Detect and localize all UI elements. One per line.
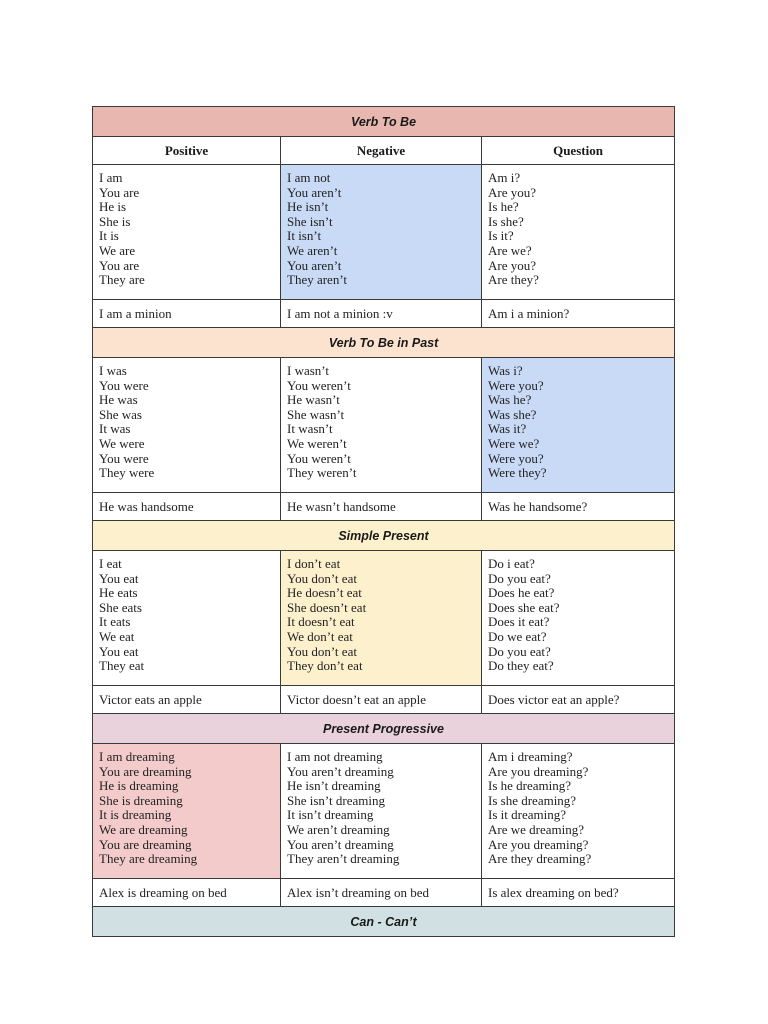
negative-form: I am not dreaming — [287, 749, 383, 764]
positive-form: You were — [99, 450, 149, 466]
negative-form: She isn’t dreaming — [287, 792, 385, 808]
positive-cell — [93, 358, 281, 493]
negative-form: They don’t eat — [287, 658, 363, 674]
question-form: Were you? — [488, 450, 544, 466]
section-title-simple-present: Simple Present — [93, 521, 675, 551]
section-title-row — [93, 714, 675, 744]
question-form: Was i? — [488, 363, 523, 378]
question-form: Do you eat? — [488, 643, 551, 659]
example-negative: Alex isn’t dreaming on bed — [281, 879, 482, 907]
section-title-row — [93, 328, 675, 358]
question-form: Are we? — [488, 242, 532, 258]
positive-form: It is — [99, 228, 119, 244]
question-form: Is it dreaming? — [488, 807, 566, 823]
positive-form: You are dreaming — [99, 763, 192, 779]
section-title-row — [93, 107, 675, 137]
positive-form: It was — [99, 421, 131, 437]
positive-form: I was — [99, 363, 127, 378]
question-form: Do you eat? — [488, 570, 551, 586]
positive-cell — [93, 744, 281, 879]
negative-form: She wasn’t — [287, 406, 345, 422]
negative-form: You aren’t dreaming — [287, 763, 394, 779]
positive-form: It eats — [99, 614, 131, 630]
positive-form: She is — [99, 213, 131, 229]
positive-form: They are dreaming — [99, 851, 198, 867]
question-form: Is she? — [488, 213, 524, 229]
question-form: Does she eat? — [488, 599, 560, 615]
negative-form: You weren’t — [287, 450, 351, 466]
negative-form: They aren’t dreaming — [287, 851, 400, 867]
section-title-can-cant: Can - Can’t — [93, 907, 675, 937]
question-form: Does he eat? — [488, 585, 555, 601]
section-title-row — [93, 907, 675, 937]
negative-cell — [281, 744, 482, 879]
positive-form: They are — [99, 272, 145, 288]
question-form: Are you? — [488, 257, 537, 273]
negative-form: It isn’t dreaming — [287, 807, 374, 823]
question-form: Is she dreaming? — [488, 792, 577, 808]
question-form: Are they dreaming? — [488, 851, 592, 867]
positive-form: We are dreaming — [99, 821, 188, 837]
question-cell — [482, 551, 675, 686]
example-positive: I am a minion — [93, 300, 281, 328]
question-cell — [482, 165, 675, 300]
positive-form: He eats — [99, 585, 138, 601]
positive-form: We are — [99, 242, 136, 258]
negative-form: He doesn’t eat — [287, 585, 362, 601]
example-question: Am i a minion? — [482, 300, 675, 328]
positive-cell — [93, 551, 281, 686]
question-form: Are we dreaming? — [488, 821, 585, 837]
negative-cell — [281, 358, 482, 493]
positive-form: He was — [99, 392, 138, 408]
positive-form: She is dreaming — [99, 792, 183, 808]
positive-form: We eat — [99, 628, 135, 644]
negative-form: She isn’t — [287, 213, 333, 229]
negative-form: I wasn’t — [287, 363, 330, 378]
conjugation-row — [93, 165, 675, 300]
negative-form: You aren’t — [287, 257, 342, 273]
question-form: Were we? — [488, 435, 540, 451]
example-negative: He wasn’t handsome — [281, 493, 482, 521]
negative-form: You don’t eat — [287, 643, 357, 659]
positive-form: He is — [99, 199, 127, 215]
section-title-verb-to-be-in-past: Verb To Be in Past — [93, 328, 675, 358]
section-title-verb-to-be: Verb To Be — [93, 107, 675, 137]
example-positive: Victor eats an apple — [93, 686, 281, 714]
example-row — [93, 879, 675, 907]
column-header-row — [93, 137, 675, 165]
question-form: Are you? — [488, 184, 537, 200]
question-form: Do we eat? — [488, 628, 547, 644]
question-form: Is he dreaming? — [488, 778, 572, 794]
question-cell — [482, 358, 675, 493]
question-form: Was it? — [488, 421, 527, 437]
question-form: Were they? — [488, 465, 547, 481]
header-negative: Negative — [281, 137, 482, 165]
example-question: Was he handsome? — [482, 493, 675, 521]
negative-form: We aren’t dreaming — [287, 821, 390, 837]
example-row — [93, 686, 675, 714]
question-form: Are you dreaming? — [488, 763, 589, 779]
negative-form: You don’t eat — [287, 570, 357, 586]
header-positive: Positive — [93, 137, 281, 165]
positive-form: They eat — [99, 658, 145, 674]
conjugation-row — [93, 551, 675, 686]
example-positive: Alex is dreaming on bed — [93, 879, 281, 907]
positive-form: I eat — [99, 556, 122, 571]
conjugation-row — [93, 358, 675, 493]
positive-form: She eats — [99, 599, 142, 615]
negative-form: He wasn’t — [287, 392, 340, 408]
example-row — [93, 300, 675, 328]
example-question: Is alex dreaming on bed? — [482, 879, 675, 907]
negative-form: We aren’t — [287, 242, 338, 258]
example-question: Does victor eat an apple? — [482, 686, 675, 714]
question-cell — [482, 744, 675, 879]
question-form: Was she? — [488, 406, 537, 422]
negative-form: We weren’t — [287, 435, 347, 451]
example-negative: I am not a minion :v — [281, 300, 482, 328]
negative-form: They aren’t — [287, 272, 348, 288]
negative-form: You weren’t — [287, 377, 351, 393]
section-title-present-progressive: Present Progressive — [93, 714, 675, 744]
grammar-table — [92, 106, 675, 937]
negative-form: I don’t eat — [287, 556, 341, 571]
positive-form: They were — [99, 465, 155, 481]
header-question: Question — [482, 137, 675, 165]
positive-form: She was — [99, 406, 142, 422]
example-row — [93, 493, 675, 521]
positive-cell — [93, 165, 281, 300]
question-form: Is he? — [488, 199, 519, 215]
negative-form: They weren’t — [287, 465, 357, 481]
positive-form: You eat — [99, 643, 139, 659]
question-form: Does it eat? — [488, 614, 550, 630]
negative-form: She doesn’t eat — [287, 599, 367, 615]
negative-form: He isn’t — [287, 199, 329, 215]
question-form: Are they? — [488, 272, 539, 288]
negative-form: It isn’t — [287, 228, 322, 244]
positive-form: You eat — [99, 570, 139, 586]
example-positive: He was handsome — [93, 493, 281, 521]
question-form: Do i eat? — [488, 556, 535, 571]
question-form: Were you? — [488, 377, 544, 393]
positive-form: You are — [99, 184, 140, 200]
positive-form: It is dreaming — [99, 807, 172, 823]
example-negative: Victor doesn’t eat an apple — [281, 686, 482, 714]
positive-form: We were — [99, 435, 145, 451]
negative-form: You aren’t — [287, 184, 342, 200]
question-form: Are you dreaming? — [488, 836, 589, 852]
positive-form: You were — [99, 377, 149, 393]
question-form: Am i? — [488, 170, 521, 185]
positive-form: You are dreaming — [99, 836, 192, 852]
question-form: Do they eat? — [488, 658, 554, 674]
negative-cell — [281, 551, 482, 686]
section-title-row — [93, 521, 675, 551]
question-form: Was he? — [488, 392, 532, 408]
negative-form: He isn’t dreaming — [287, 778, 381, 794]
negative-form: It wasn’t — [287, 421, 333, 437]
positive-form: You are — [99, 257, 140, 273]
positive-form: He is dreaming — [99, 778, 179, 794]
question-form: Is it? — [488, 228, 514, 244]
positive-form: I am — [99, 170, 123, 185]
conjugation-row — [93, 744, 675, 879]
negative-form: We don’t eat — [287, 628, 353, 644]
positive-form: I am dreaming — [99, 749, 175, 764]
negative-form: I am not — [287, 170, 331, 185]
negative-form: You aren’t dreaming — [287, 836, 394, 852]
negative-form: It doesn’t eat — [287, 614, 355, 630]
negative-cell — [281, 165, 482, 300]
question-form: Am i dreaming? — [488, 749, 573, 764]
